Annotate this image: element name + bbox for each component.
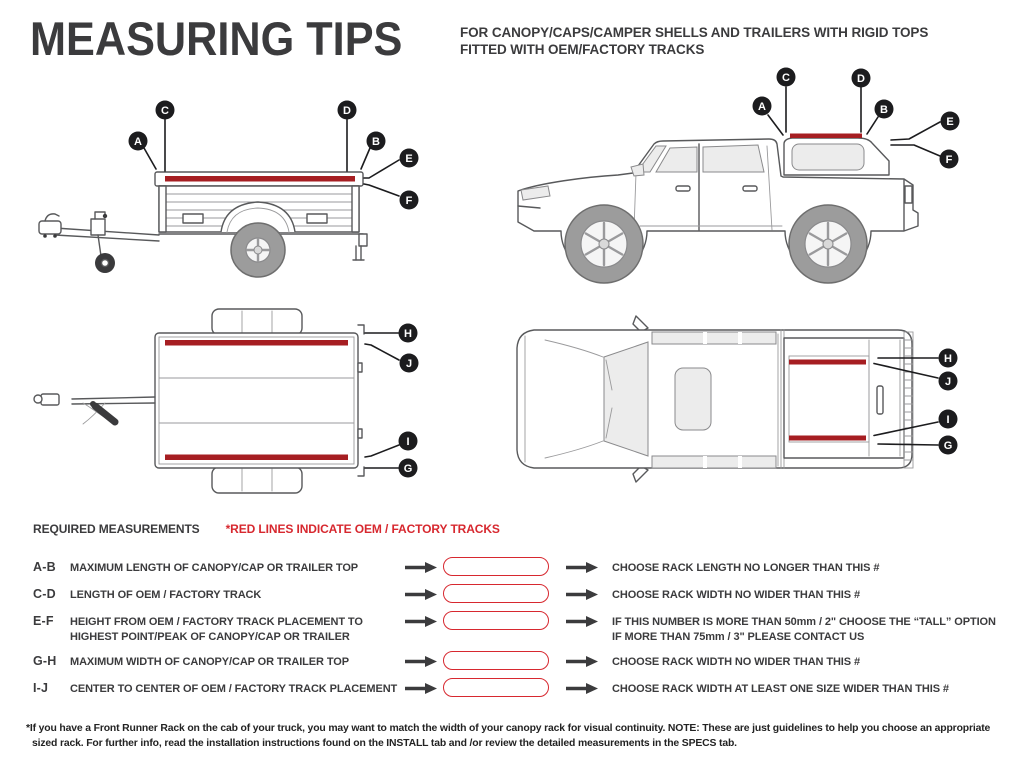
measurement-row-gh [0, 651, 1024, 671]
footnote: *If you have a Front Runner Rack on the cab of your truck, you may want to match the width of your canopy rack for visual continuity. NOTE: These are just guidelines to help you choose an appropriate sized rack. For further info, read the installation instructions found on the INSTALL tab and /or review the detailed measurements in the SPECS tab. [26, 723, 991, 749]
measurement-row-ab [0, 557, 1024, 577]
oem-track-line [789, 360, 866, 365]
measurement-instruction [612, 588, 860, 603]
arrow-right-icon [565, 561, 598, 574]
svg-text:E: E [946, 116, 954, 128]
truck-top-line-art [517, 316, 913, 482]
oem-track-line [165, 176, 355, 182]
callout-c [777, 68, 796, 133]
measurement-description [70, 588, 261, 603]
trailer-side-view-diagram [25, 88, 445, 300]
instruction-line: IF THIS NUMBER IS MORE THAN 50mm / 2" CHOOSE THE “TALL” OPTION [612, 616, 996, 628]
svg-text:B: B [880, 104, 888, 116]
measurement-input-field[interactable] [443, 651, 549, 670]
instruction-line: CHOOSE RACK WIDTH NO WIDER THAN THIS # [612, 656, 860, 668]
callout-i [365, 432, 418, 458]
instruction-line: CHOOSE RACK WIDTH NO WIDER THAN THIS # [612, 589, 860, 601]
svg-text:H: H [944, 353, 952, 365]
measurement-code: E-F [33, 614, 54, 628]
svg-text:A: A [134, 136, 142, 148]
description-line: CENTER TO CENTER OF OEM / FACTORY TRACK PLACEMENT [70, 683, 398, 695]
callout-c [156, 101, 175, 172]
measurement-input-field[interactable] [443, 584, 549, 603]
svg-text:E: E [405, 153, 413, 165]
measurement-input-field[interactable] [443, 678, 549, 697]
svg-text:F: F [405, 195, 413, 207]
svg-text:C: C [782, 72, 790, 84]
svg-text:I: I [946, 414, 950, 426]
measurement-instruction [612, 561, 879, 576]
svg-text:D: D [343, 105, 351, 117]
callout-d [852, 69, 871, 133]
trailer-side-line-art [39, 172, 367, 277]
subtitle-line-2: FITTED WITH OEM/FACTORY TRACKS [460, 42, 705, 57]
svg-text:F: F [945, 154, 953, 166]
instruction-line: CHOOSE RACK WIDTH AT LEAST ONE SIZE WIDER THAN THIS # [612, 683, 949, 695]
arrow-right-icon [404, 682, 437, 695]
svg-text:H: H [404, 328, 412, 340]
measurement-code: G-H [33, 654, 57, 668]
measurement-code: C-D [33, 587, 56, 601]
description-line: MAXIMUM WIDTH OF CANOPY/CAP OR TRAILER TOP [70, 656, 349, 668]
instruction-line: IF MORE THAN 75mm / 3" PLEASE CONTACT US [612, 631, 865, 643]
measurement-description [70, 682, 397, 697]
measurement-instruction [612, 615, 996, 645]
measurement-instruction [612, 655, 860, 670]
page-title: MEASURING TIPS [30, 12, 403, 65]
svg-text:I: I [406, 436, 410, 448]
measurement-code: I-J [33, 681, 49, 695]
svg-text:A: A [758, 101, 766, 113]
svg-text:G: G [403, 463, 413, 475]
truck-top-view-diagram [500, 300, 990, 512]
oem-track-line [165, 340, 348, 346]
red-lines-legend: *RED LINES INDICATE OEM / FACTORY TRACKS [225, 522, 500, 536]
svg-text:G: G [943, 440, 953, 452]
description-line: LENGTH OF OEM / FACTORY TRACK [70, 589, 262, 601]
page-subtitle [460, 24, 928, 58]
oem-track-line [789, 436, 866, 441]
instruction-line: CHOOSE RACK LENGTH NO LONGER THAN THIS # [612, 562, 880, 574]
arrow-right-icon [404, 561, 437, 574]
truck-side-line-art [518, 134, 918, 284]
svg-text:J: J [944, 376, 952, 388]
callout-b [867, 100, 894, 135]
measurements-header [33, 522, 500, 536]
svg-text:B: B [372, 136, 380, 148]
truck-side-view-diagram [500, 60, 990, 290]
callout-f [891, 145, 959, 169]
arrow-right-icon [565, 655, 598, 668]
measurement-input-field[interactable] [443, 611, 549, 630]
oem-track-line [790, 134, 862, 139]
trailer-top-line-art [34, 309, 364, 493]
callout-b [361, 132, 386, 170]
measurement-code: A-B [33, 560, 56, 574]
description-line: HEIGHT FROM OEM / FACTORY TRACK PLACEMENT TO [70, 616, 363, 628]
measurement-description [70, 615, 363, 645]
arrow-right-icon [404, 655, 437, 668]
callout-f [364, 184, 419, 210]
section-title: REQUIRED MEASUREMENTS [33, 522, 200, 536]
measurement-row-ef [0, 611, 1024, 643]
measurement-row-cd [0, 584, 1024, 604]
subtitle-line-1: FOR CANOPY/CAPS/CAMPER SHELLS AND TRAILERS WITH RIGID TOPS [460, 25, 929, 40]
callout-a [753, 97, 784, 136]
measurement-row-ij [0, 678, 1024, 698]
svg-text:D: D [857, 73, 865, 85]
arrow-right-icon [565, 588, 598, 601]
arrow-right-icon [565, 615, 598, 628]
measurement-instruction [612, 682, 949, 697]
arrow-right-icon [565, 682, 598, 695]
callout-j [365, 344, 419, 373]
oem-track-line [165, 455, 348, 461]
description-line: HIGHEST POINT/PEAK OF CANOPY/CAP OR TRAILER [70, 631, 350, 643]
measurement-input-field[interactable] [443, 557, 549, 576]
svg-text:C: C [161, 105, 169, 117]
measurement-description [70, 655, 349, 670]
callout-h [365, 324, 418, 343]
trailer-top-view-diagram [25, 300, 445, 512]
measurement-description [70, 561, 358, 576]
callout-a [129, 132, 157, 170]
callout-e [891, 112, 960, 141]
description-line: MAXIMUM LENGTH OF CANOPY/CAP OR TRAILER TOP [70, 562, 359, 574]
arrow-right-icon [404, 588, 437, 601]
callout-e [364, 149, 419, 179]
arrow-right-icon [404, 615, 437, 628]
callout-d [338, 101, 357, 172]
callout-g [365, 459, 418, 478]
svg-text:J: J [405, 358, 413, 370]
